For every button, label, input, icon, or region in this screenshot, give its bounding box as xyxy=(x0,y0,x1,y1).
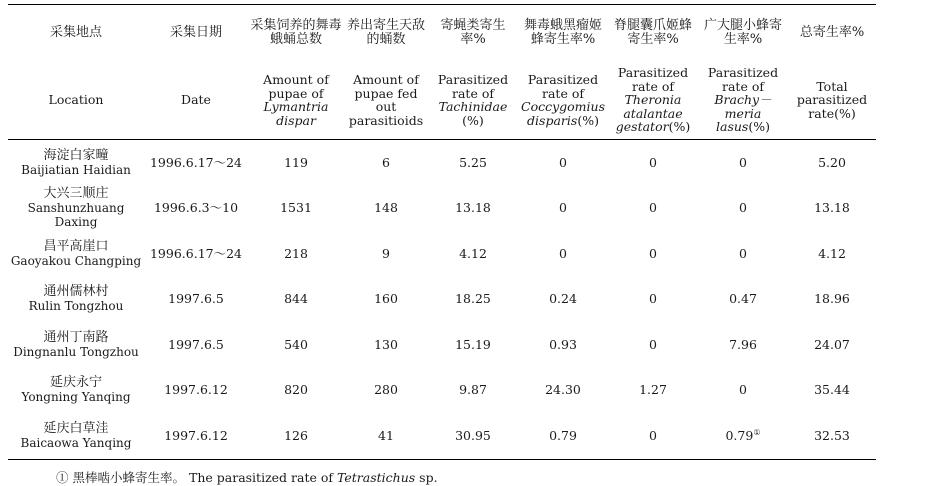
cell-coccygomius: 0.93 xyxy=(549,336,577,352)
table-row xyxy=(8,277,876,323)
table-row xyxy=(8,322,876,368)
cell-tachinidae: 9.87 xyxy=(459,382,487,398)
header-en-pupae-count xyxy=(248,61,344,140)
cell-fed: 41 xyxy=(344,413,428,459)
header-zh-tachinidae-rate: 寄蝇类寄生率% xyxy=(440,18,506,47)
cell-brachymeria xyxy=(698,322,788,368)
header-en-location: Location xyxy=(8,61,144,140)
header-zh-pupae-count: 采集饲养的舞毒蛾蛹总数 xyxy=(250,18,342,47)
cell-pupae: 820 xyxy=(284,382,308,398)
cell-theronia: 1.27 xyxy=(639,382,667,398)
brachymeria-value: 0 xyxy=(739,200,747,216)
cell-total: 4.12 xyxy=(818,245,846,261)
cell-tachinidae: 4.12 xyxy=(459,245,487,261)
cell-date: 1997.6.12 xyxy=(164,382,228,398)
location-zh: 延庆永宁 xyxy=(49,375,102,391)
header-row-chinese xyxy=(8,5,876,62)
header-zh-coccygomius-rate: 舞毒蛾黑瘤姬蜂寄生率% xyxy=(523,18,602,47)
cell-date: 1996.6.3～10 xyxy=(153,200,239,216)
cell-pupae: 540 xyxy=(284,336,308,352)
location-zh: 昌平高崖口 xyxy=(43,238,109,254)
cell-pupae: 844 xyxy=(284,291,308,307)
cell-pupae: 218 xyxy=(284,245,308,261)
table-row xyxy=(8,140,876,186)
parasitism-table xyxy=(8,4,876,460)
cell-location xyxy=(8,413,144,459)
header-en-tachinidae-taxon: Tachinidae xyxy=(438,99,508,114)
table-row xyxy=(8,368,876,414)
brachymeria-value: 0 xyxy=(739,245,747,261)
cell-coccygomius: 0 xyxy=(559,200,567,216)
cell-theronia: 0 xyxy=(649,200,657,216)
cell-coccygomius: 0 xyxy=(559,245,567,261)
cell-location xyxy=(8,277,144,323)
header-zh-date: 采集日期 xyxy=(169,25,222,40)
brachymeria-value: 0 xyxy=(739,382,747,398)
cell-fed: 6 xyxy=(382,154,390,170)
cell-tachinidae: 13.18 xyxy=(455,200,491,216)
location-zh: 大兴三顺庄 xyxy=(43,186,109,202)
cell-date: 1997.6.5 xyxy=(168,336,224,352)
cell-tachinidae: 30.95 xyxy=(428,413,518,459)
cell-date: 1996.6.17～24 xyxy=(149,245,243,261)
brachymeria-value: 7.96 xyxy=(729,336,757,352)
table-footnote xyxy=(56,468,438,486)
cell-brachymeria xyxy=(698,186,788,232)
header-en-brachymeria-text: Parasitized rate of xyxy=(707,65,779,94)
location-zh: 延庆白草洼 xyxy=(43,420,109,436)
location-en: Yongning Yanqing xyxy=(21,390,131,405)
cell-fed: 9 xyxy=(382,245,390,261)
location-en: Dingnanlu Tongzhou xyxy=(13,344,139,359)
footnote-en-suffix: sp. xyxy=(419,470,438,485)
brachymeria-value: 0.79 xyxy=(725,427,754,443)
cell-theronia: 0 xyxy=(649,336,657,352)
cell-location xyxy=(8,140,144,186)
header-en-coccygomius-text: Parasitized rate of xyxy=(527,72,599,101)
cell-fed: 280 xyxy=(374,382,398,398)
header-en-theronia-species: Theronia atalantae gestator xyxy=(615,92,683,135)
header-en-theronia-unit: (%) xyxy=(668,119,691,135)
cell-brachymeria xyxy=(698,413,788,459)
header-zh-total-rate: 总寄生率% xyxy=(799,25,865,40)
cell-total: 18.96 xyxy=(814,291,850,307)
cell-brachymeria xyxy=(698,231,788,277)
footnote-en-species: Tetrastichus xyxy=(337,470,416,485)
header-zh-theronia-rate: 脊腿囊爪姬蜂寄生率% xyxy=(613,18,692,47)
footnote-ref: ① xyxy=(753,427,761,437)
header-en-coccygomius-rate xyxy=(518,61,608,140)
location-en: Rulin Tongzhou xyxy=(28,299,124,314)
header-en-brachymeria-unit: (%) xyxy=(748,119,770,135)
cell-theronia: 0 xyxy=(649,245,657,261)
cell-pupae: 126 xyxy=(248,413,344,459)
header-en-brachymeria-rate xyxy=(698,61,788,140)
table-row xyxy=(8,413,876,459)
header-en-tachinidae-rate xyxy=(428,61,518,140)
cell-location xyxy=(8,186,144,232)
header-en-coccygomius-unit: (%) xyxy=(577,112,599,128)
location-en: Baijiatian Haidian xyxy=(21,162,131,177)
table-row xyxy=(8,186,876,232)
cell-fed: 130 xyxy=(374,336,398,352)
cell-tachinidae: 18.25 xyxy=(455,291,491,307)
cell-coccygomius: 0.79 xyxy=(518,413,608,459)
header-zh-brachymeria-rate: 广大腿小蜂寄生率% xyxy=(703,18,782,47)
header-en-date: Date xyxy=(144,61,248,140)
header-en-theronia-rate xyxy=(608,61,698,140)
header-en-total-rate: Total parasitized rate(%) xyxy=(788,61,876,140)
footnote-zh: 黑棒啮小蜂寄生率。 xyxy=(72,470,186,485)
cell-theronia: 0 xyxy=(649,291,657,307)
header-en-tachinidae-unit: (%) xyxy=(462,112,484,128)
location-zh: 海淀白家疃 xyxy=(43,147,109,163)
cell-total: 32.53 xyxy=(788,413,876,459)
header-en-fed-out: Amount of pupae fed out parasitioids xyxy=(344,61,428,140)
cell-coccygomius: 24.30 xyxy=(545,382,581,398)
cell-tachinidae: 15.19 xyxy=(455,336,491,352)
header-en-brachymeria-species: Brachy－meria lasus xyxy=(714,92,772,135)
cell-coccygomius: 0.24 xyxy=(549,291,577,307)
cell-theronia: 0 xyxy=(608,413,698,459)
header-row-english xyxy=(8,61,876,140)
header-en-pupae-count-text: Amount of pupae of xyxy=(263,72,329,101)
cell-location xyxy=(8,231,144,277)
cell-location xyxy=(8,368,144,414)
cell-total: 5.20 xyxy=(818,154,846,170)
cell-coccygomius: 0 xyxy=(559,154,567,170)
cell-fed: 160 xyxy=(374,291,398,307)
cell-pupae: 119 xyxy=(284,154,308,170)
cell-total: 24.07 xyxy=(814,336,850,352)
header-en-tachinidae-text: Parasitized rate of xyxy=(437,72,509,101)
cell-brachymeria xyxy=(698,277,788,323)
location-en: Gaoyakou Changping xyxy=(10,253,142,268)
table-container xyxy=(8,4,876,460)
cell-location xyxy=(8,322,144,368)
header-en-coccygomius-species: Coccygomius disparis xyxy=(521,99,605,128)
brachymeria-value: 0.47 xyxy=(729,291,757,307)
cell-tachinidae: 5.25 xyxy=(459,154,487,170)
location-zh: 通州儒林村 xyxy=(43,284,109,300)
cell-brachymeria xyxy=(698,368,788,414)
cell-brachymeria xyxy=(698,140,788,186)
footnote-en-prefix: The parasitized rate of xyxy=(189,470,334,485)
brachymeria-value: 0 xyxy=(739,154,747,170)
cell-date: 1996.6.17～24 xyxy=(149,154,243,170)
cell-total: 13.18 xyxy=(814,200,850,216)
location-en: Baicaowa Yanqing xyxy=(20,435,132,450)
header-zh-location: 采集地点 xyxy=(49,25,102,40)
cell-fed: 148 xyxy=(374,200,398,216)
cell-date: 1997.6.5 xyxy=(168,291,224,307)
header-en-theronia-text: Parasitized rate of xyxy=(617,65,689,94)
cell-pupae: 1531 xyxy=(280,200,312,216)
cell-date: 1997.6.12 xyxy=(144,413,248,459)
cell-total: 35.44 xyxy=(814,382,850,398)
table-row xyxy=(8,231,876,277)
header-en-pupae-count-species: Lymantria dispar xyxy=(263,99,329,128)
cell-theronia: 0 xyxy=(649,154,657,170)
footnote-marker: ① xyxy=(56,470,69,485)
location-zh: 通州丁南路 xyxy=(43,329,109,345)
location-en: Sanshunzhuang Daxing xyxy=(27,201,125,230)
header-zh-fed-out: 养出寄生天敌的蛹数 xyxy=(346,18,425,47)
